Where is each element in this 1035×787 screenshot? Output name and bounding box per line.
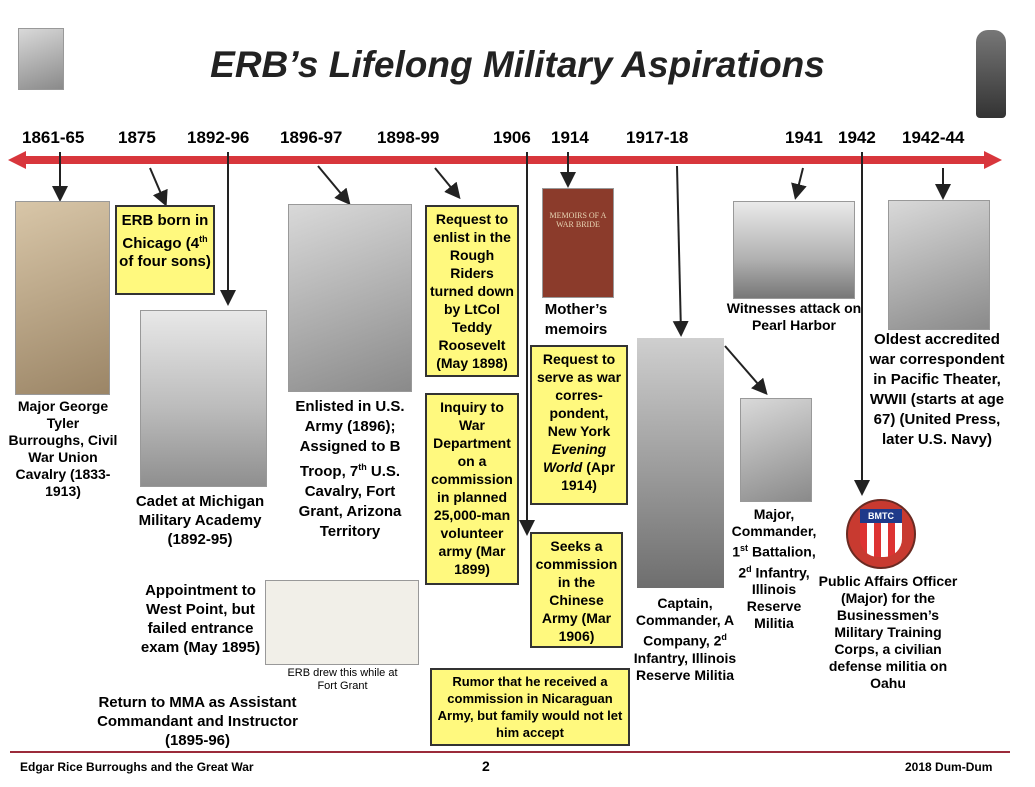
major-text-2: Battalion, 2: [738, 543, 816, 581]
captain-text-2: Infantry, Illinois Reserve Militia: [633, 649, 737, 683]
page-title: ERB’s Lifelong Military Aspirations: [210, 44, 825, 85]
footer-page-number: 2: [482, 758, 490, 774]
major-sup-2: d: [746, 563, 752, 574]
photo-george-tyler-burroughs: [15, 201, 110, 395]
caption-west-point: Appointment to West Point, but failed entrance exam (May 1895): [140, 582, 261, 656]
year-1896-97: 1896-97: [280, 128, 343, 147]
photo-cavalry-trooper-with-horse: [288, 204, 412, 392]
book-memoirs-of-a-war-bride: [542, 188, 614, 298]
sketch-fort-grant-drawing: [265, 580, 419, 665]
box-erb-born: [115, 205, 215, 295]
pointer-1917: [677, 166, 681, 333]
box-nicaraguan-rumor: Rumor that he received a commission in Nicaraguan Army, but family would not let him accept: [430, 668, 630, 746]
caption-captain: [630, 595, 740, 684]
pointer-1917b: [725, 346, 765, 392]
caption-sketch: ERB drew this while at Fort Grant: [287, 667, 398, 692]
pointer-1875: [150, 168, 165, 203]
box-war-correspondent-request: [530, 345, 628, 505]
footer-right: 2018 Dum-Dum: [905, 760, 993, 774]
caption-mothers-memoirs: Mother’s memoirs: [544, 301, 608, 338]
enlisted-text-2: U.S. Cavalry, Fort Grant, Arizona Territory: [298, 463, 402, 540]
year-1941: 1941: [785, 128, 823, 147]
caption-return-mma: Return to MMA as Assistant Commandant and Instructor (1895-96): [97, 694, 298, 749]
caption-pearl-harbor: Witnesses attack on Pearl Harbor: [726, 300, 862, 333]
major-text-3: Infantry, Illinois Reserve Militia: [746, 564, 810, 632]
war-corr-text-2: (Apr 1914): [561, 459, 616, 493]
book-title: MEMOIRS OF A WAR BRIDE: [549, 211, 607, 229]
enlisted-text-1: Enlisted in U.S. Army (1896); Assigned to B Troop, 7: [295, 398, 405, 480]
patch-shield: [860, 509, 902, 557]
pointer-1896: [318, 166, 348, 202]
major-sup-1: st: [740, 543, 749, 553]
footer-left: Edgar Rice Burroughs and the Great War: [20, 760, 254, 774]
photo-pearl-harbor-witnesses: [733, 201, 855, 299]
year-1942-44: 1942-44: [902, 128, 965, 147]
born-text-1: ERB born in Chicago (4: [121, 212, 209, 252]
war-corr-italic: Evening World: [542, 441, 607, 475]
year-1906: 1906: [493, 128, 531, 147]
born-text-2: of four sons): [119, 253, 211, 270]
year-1875: 1875: [118, 128, 156, 147]
caption-enlisted: [290, 397, 410, 542]
year-1861-65: 1861-65: [22, 128, 85, 147]
photo-major-portrait: [740, 398, 812, 502]
born-sup: th: [199, 234, 208, 244]
timeline-bar: [24, 156, 986, 164]
photo-captain-uniform: [637, 338, 724, 588]
patch-label: BMTC: [860, 509, 902, 523]
year-1914: 1914: [551, 128, 589, 147]
war-corr-text-1: Request to serve as war corres-pondent, New York: [536, 351, 622, 439]
year-1898-99: 1898-99: [377, 128, 440, 147]
timeline-arrow-left-head: [8, 151, 26, 169]
major-text-1: Major, Commander, 1: [731, 506, 817, 560]
captain-text-1: Captain, Commander, A Company, 2: [635, 595, 735, 649]
caption-public-affairs: Public Affairs Officer (Major) for the Businessmen’s Military Training Corps, a civilian defense militia on Oahu: [818, 573, 958, 691]
box-inquiry-war-department: Inquiry to War Department on a commission in planned 25,000-man volunteer army (Mar 1899): [425, 393, 519, 585]
caption-george-tyler: Major George Tyler Burroughs, Civil War Union Cavalry (1833-1913): [8, 398, 118, 499]
captain-sup: d: [721, 632, 727, 642]
box-chinese-army: Seeks a commission in the Chinese Army (Mar 1906): [530, 532, 623, 648]
year-1942: 1942: [838, 128, 876, 147]
bmtc-patch: [846, 499, 916, 569]
caption-cadet: Cadet at Michigan Military Academy (1892-95): [135, 493, 265, 548]
photo-war-correspondent: [888, 200, 990, 330]
box-rough-riders: Request to enlist in the Rough Riders turned down by LtCol Teddy Roosevelt (May 1898): [425, 205, 519, 377]
pointer-1941: [796, 168, 803, 196]
caption-correspondent: Oldest accredited war correspondent in Pacific Theater, WWII (starts at age 67) (United Press, later U.S. Navy): [869, 331, 1005, 448]
caption-major: [728, 506, 820, 632]
enlisted-sup: th: [358, 462, 367, 472]
year-1917-18: 1917-18: [626, 128, 689, 147]
timeline-arrow-right-head: [984, 151, 1002, 169]
photo-cadet-on-horse: [140, 310, 267, 487]
year-1892-96: 1892-96: [187, 128, 250, 147]
pointer-1898: [435, 168, 458, 196]
